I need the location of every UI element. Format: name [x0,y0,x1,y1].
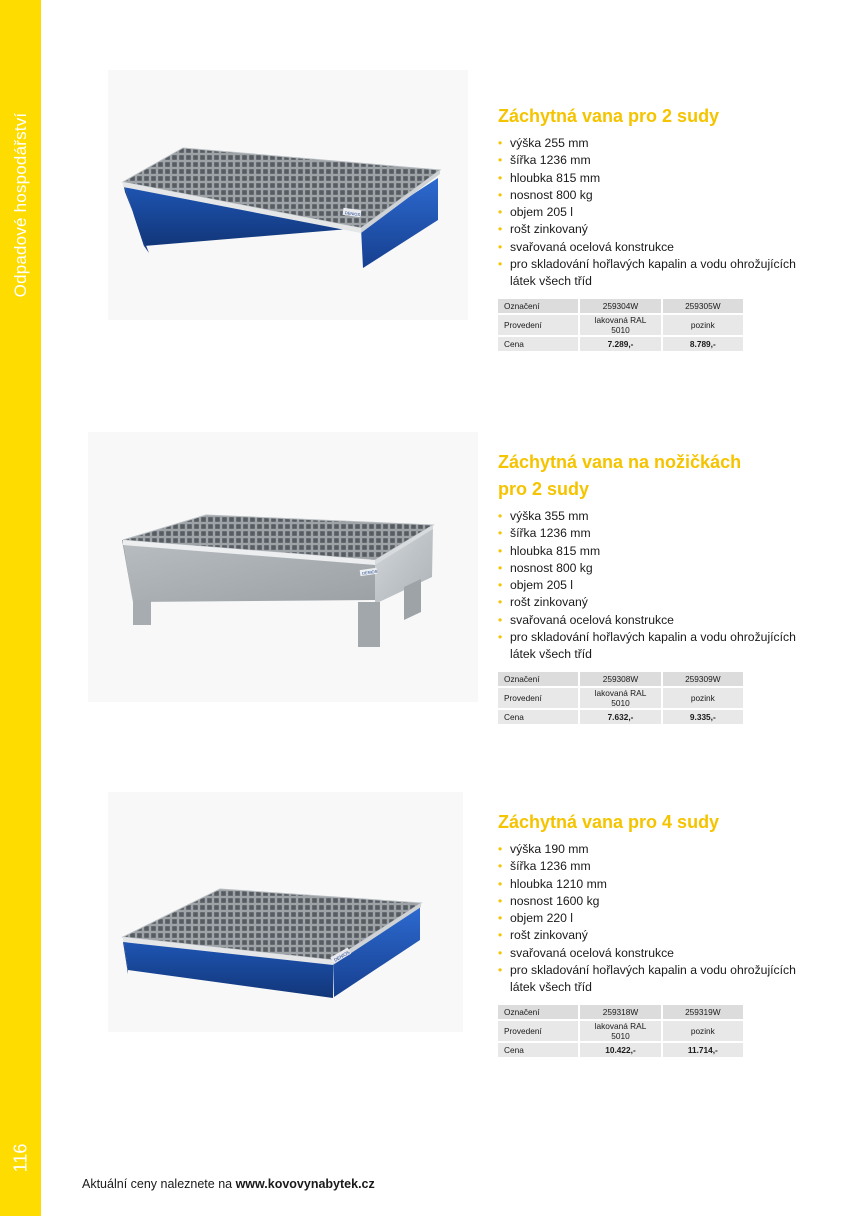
spec-item: • pro skladování hořlavých kapalin a vodu ohrožujících látek všech tříd [498,630,796,662]
brand-label: DENIOS [344,210,361,218]
spec-item: • šířka 1236 mm [498,858,818,875]
bullet-icon: • [498,136,503,150]
footer-note: Aktuální ceny naleznete na www.kovovynabytek.cz [82,1177,375,1191]
brand-label: DENIOS [333,949,351,963]
product-image [88,432,478,702]
spill-tray-illustration [88,432,478,702]
tray-leg [358,602,380,647]
page-number: 116 [10,1143,31,1173]
bullet-icon: • [498,560,503,575]
bullet-icon: • [498,630,503,645]
bullet-icon: • [498,257,503,272]
spec-item: • objem 205 l [498,577,818,594]
table-row: Cena 7.289,- 8.789,- [498,337,745,353]
spec-item: • nosnost 800 kg [498,560,818,577]
product-info [498,449,818,726]
website-link[interactable]: www.kovovynabytek.cz [235,1177,375,1191]
bullet-icon: • [498,187,503,202]
spec-item: • výška 190 mm [498,841,818,858]
bullet-icon: • [498,612,503,627]
table-row: Cena 7.632,- 9.335,- [498,710,745,726]
spec-item: • hloubka 815 mm [498,170,818,187]
table-row: Provedení lakovaná RAL 5010 pozink [498,315,745,337]
bullet-icon: • [498,859,503,874]
bullet-icon: • [498,911,503,926]
spec-item: • výška 255 mm [498,135,818,152]
table-row: Označení 259308W 259309W [498,672,745,688]
table-row: Provedení lakovaná RAL 5010 pozink [498,688,745,710]
spill-tray-illustration [108,792,463,1032]
bullet-icon: • [498,526,503,541]
bullet-icon: • [498,153,503,168]
product-title: Záchytná vana pro 2 sudy [498,106,720,126]
product-image [108,70,468,320]
bullet-icon: • [498,945,503,960]
section-title: Odpadové hospodářství [11,112,30,298]
spill-tray-illustration [108,70,468,320]
spec-item: • pro skladování hořlavých kapalin a vodu ohrožujících látek všech tříd [498,963,796,995]
bullet-icon: • [498,876,503,891]
spec-item: • šířka 1236 mm [498,152,818,169]
bullet-icon: • [498,205,503,220]
side-accent-bar [0,0,41,1216]
spec-list [498,135,818,291]
product-info [498,103,818,353]
spec-item: • nosnost 1600 kg [498,893,818,910]
tray-leg [133,600,151,625]
bullet-icon: • [498,239,503,254]
spec-list [498,841,818,997]
spec-item: • objem 205 l [498,204,818,221]
spec-item: • nosnost 800 kg [498,187,818,204]
spec-item: • šířka 1236 mm [498,525,818,542]
table-row: Cena 10.422,- 11.714,- [498,1043,745,1059]
bullet-icon: • [498,509,503,523]
spec-item: • pro skladování hořlavých kapalin a vodu ohrožujících látek všech tříd [498,257,796,289]
price-table [498,1005,745,1059]
spec-item: • rošt zinkovaný [498,927,818,944]
product-info [498,809,818,1059]
spec-item: • svařovaná ocelová konstrukce [498,612,818,629]
bullet-icon: • [498,595,503,610]
spec-item: • objem 220 l [498,910,818,927]
spec-item: • hloubka 815 mm [498,543,818,560]
spec-item: • svařovaná ocelová konstrukce [498,945,818,962]
product-title: Záchytná vana na nožičkách pro 2 sudy [498,452,742,499]
table-row: Označení 259304W 259305W [498,299,745,315]
brand-label: DENIOS [361,568,378,576]
product-image [108,792,463,1032]
bullet-icon: • [498,578,503,593]
bullet-icon: • [498,893,503,908]
table-row: Provedení lakovaná RAL 5010 pozink [498,1021,745,1043]
price-table [498,299,745,353]
bullet-icon: • [498,222,503,237]
spec-item: • výška 355 mm [498,508,818,525]
spec-item: • rošt zinkovaný [498,221,818,238]
bullet-icon: • [498,842,503,856]
spec-item: • hloubka 1210 mm [498,876,818,893]
bullet-icon: • [498,963,503,978]
bullet-icon: • [498,928,503,943]
spec-item: • svařovaná ocelová konstrukce [498,239,818,256]
spec-list [498,508,818,664]
product-title: Záchytná vana pro 4 sudy [498,812,720,832]
bullet-icon: • [498,170,503,185]
spec-item: • rošt zinkovaný [498,594,818,611]
table-row: Označení 259318W 259319W [498,1005,745,1021]
bullet-icon: • [498,543,503,558]
price-table [498,672,745,726]
